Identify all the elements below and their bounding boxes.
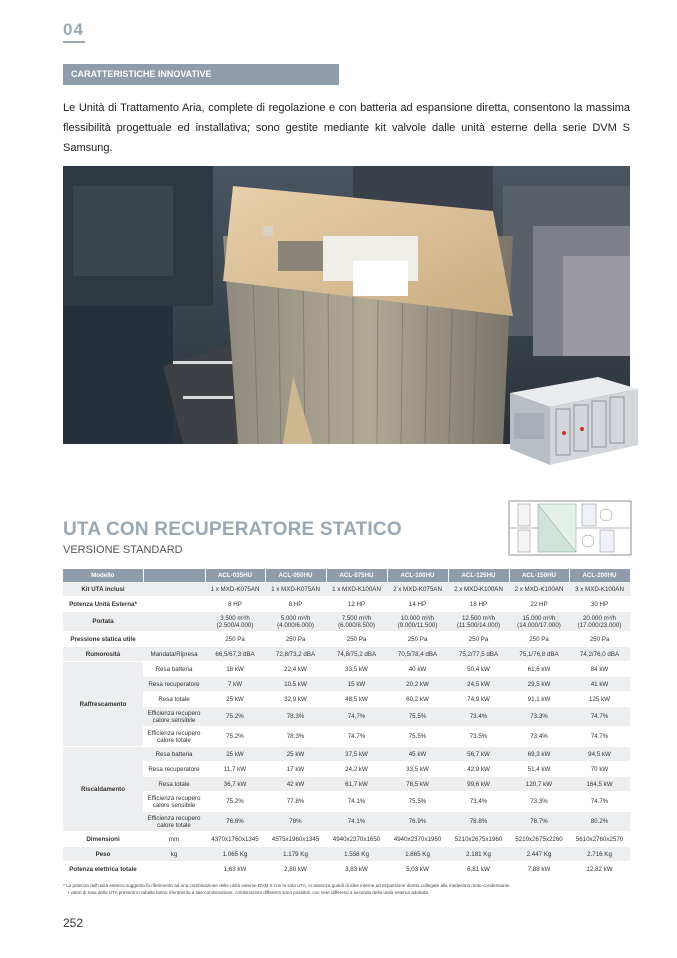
- header-model: ACL-075HU: [326, 569, 387, 582]
- cell: 1 x MXD-K100AN: [326, 582, 387, 597]
- intro-paragraph: Le Unità di Trattamento Aria, complete di regolazione e con batteria ad espansione diretta, consentono la massima flessibilità progettuale ed installativa; sono gestite mediante kit valvole dalle unità esterne della serie DVM S Samsung.: [63, 102, 630, 154]
- row-riscaldamento-eff-totale: [63, 812, 630, 832]
- row-label: Portata: [63, 612, 143, 632]
- cell: 33,5 kW: [326, 662, 387, 677]
- cell: 1 x MXD-K075AN: [265, 582, 326, 597]
- cell: 25 kW: [265, 747, 326, 762]
- row-label: Potenza elettrica totale: [63, 862, 143, 877]
- cell: 40 kW: [387, 662, 448, 677]
- cell: 2.716 Kg: [569, 847, 630, 862]
- row-sublabel: Resa totale: [143, 777, 205, 792]
- row-unit: kg: [143, 847, 205, 862]
- cell: 61,7 kW: [326, 777, 387, 792]
- cell: 73.3%: [509, 707, 569, 727]
- cell: 14 HP: [387, 597, 448, 612]
- cell: 2 x MXD-K075AN: [387, 582, 448, 597]
- cell: 22 HP: [509, 597, 569, 612]
- row-riscaldamento-resa-batteria: [63, 747, 630, 762]
- row-sublabel: Resa recuperatore: [143, 677, 205, 692]
- cell: 8 HP: [265, 597, 326, 612]
- cell: 1,63 kW: [205, 862, 265, 877]
- cell: 77.8%: [265, 792, 326, 812]
- row-sublabel: Resa totale: [143, 692, 205, 707]
- row-sublabel: Efficienza recupero calore sensibile: [143, 707, 205, 727]
- cell: 75.5%: [387, 727, 448, 747]
- cell: 99,6 kW: [448, 777, 509, 792]
- cell: 78,5 kW: [387, 777, 448, 792]
- specification-table: [63, 569, 631, 877]
- cell: 74.7%: [326, 707, 387, 727]
- footnote-line: * La potenza dell'unità esterna suggerita fa riferimento ad una combinazione delle unità esterne DVM S con la sola UTA, in assenza quindi di altre interne ad espansione diretta collegate alla medesima moto-condensante.: [63, 883, 511, 888]
- cell: 1.179 Kg: [265, 847, 326, 862]
- group-label: Riscaldamento: [63, 747, 143, 832]
- row-riscaldamento-resa-recuperatore: [63, 762, 630, 777]
- header-model: ACL-150HU: [509, 569, 569, 582]
- row-rumorosita: [63, 647, 630, 662]
- cell: 15 kW: [326, 677, 387, 692]
- row-label: Pressione statica utile: [63, 632, 143, 647]
- row-raffrescamento-resa-totale: [63, 692, 630, 707]
- cell: 75.5%: [387, 792, 448, 812]
- cell: 66,5/67,3 dBA: [205, 647, 265, 662]
- cell: 164,5 kW: [569, 777, 630, 792]
- cell: 37,5 kW: [326, 747, 387, 762]
- cell: 4370x1760x1345: [205, 832, 265, 847]
- cell: 84 kW: [569, 662, 630, 677]
- row-potenza-elettrica: [63, 862, 630, 877]
- cell: 45 kW: [387, 747, 448, 762]
- cell: 75.5%: [387, 707, 448, 727]
- page-title: UTA CON RECUPERATORE STATICO: [63, 519, 402, 540]
- cell: 5,03 kW: [387, 862, 448, 877]
- footnote: [63, 882, 630, 896]
- cell: 74.7%: [569, 707, 630, 727]
- cell: 75,1/76,8 dBA: [509, 647, 569, 662]
- cell: 56,7 kW: [448, 747, 509, 762]
- cell: 70,5/78,4 dBA: [387, 647, 448, 662]
- cell: 74.7%: [569, 792, 630, 812]
- cell: 70 kW: [569, 762, 630, 777]
- cell: 4940x2370x1960: [387, 832, 448, 847]
- header-model: ACL-125HU: [448, 569, 509, 582]
- cell: 75,2/77,5 dBA: [448, 647, 509, 662]
- header-model: ACL-050HU: [265, 569, 326, 582]
- cell: 3.500 m³/h (2.500/4.000): [205, 612, 265, 632]
- header-model-label: Modello: [63, 569, 143, 582]
- cell: 51,4 kW: [509, 762, 569, 777]
- cell: 7.500 m³/h (6.000/8.500): [326, 612, 387, 632]
- cell: 60,2 kW: [387, 692, 448, 707]
- cell: 74,9 kW: [448, 692, 509, 707]
- cell: 1.865 Kg: [387, 847, 448, 862]
- cell: 22,4 kW: [265, 662, 326, 677]
- cell: 48,5 kW: [326, 692, 387, 707]
- cell: 17 kW: [265, 762, 326, 777]
- cell: 50,4 kW: [448, 662, 509, 677]
- cell: 1.558 Kg: [326, 847, 387, 862]
- cell: 15.000 m³/h (14.000/17.000): [509, 612, 569, 632]
- cell: 12.500 m³/h (11.500/14.000): [448, 612, 509, 632]
- cell: 4940x2370x1650: [326, 832, 387, 847]
- cell: 73.4%: [509, 727, 569, 747]
- row-sublabel: Resa recuperatore: [143, 762, 205, 777]
- page-subtitle: VERSIONE STANDARD: [63, 544, 183, 556]
- cell: 5610x2760x2570: [569, 832, 630, 847]
- cell: 4575x1960x1345: [265, 832, 326, 847]
- row-sublabel: Resa batteria: [143, 662, 205, 677]
- cell: 29,5 kW: [509, 677, 569, 692]
- header-model: ACL-100HU: [387, 569, 448, 582]
- row-sublabel: Efficienza recupero calore totale: [143, 812, 205, 832]
- cell: 1 x MXD-K075AN: [205, 582, 265, 597]
- cell: 78.8%: [448, 812, 509, 832]
- cell: 125 kW: [569, 692, 630, 707]
- cell: 7 kW: [205, 677, 265, 692]
- cell: 73.4%: [448, 792, 509, 812]
- cell: 74.7%: [326, 727, 387, 747]
- cell: 5210x2675x2260: [509, 832, 569, 847]
- cell: 120,7 kW: [509, 777, 569, 792]
- row-portata: [63, 612, 630, 632]
- cell: 76.6%: [205, 812, 265, 832]
- row-label: Rumorosità: [63, 647, 143, 662]
- row-unit: mm: [143, 832, 205, 847]
- row-kit: [63, 582, 630, 597]
- section-divider: [63, 41, 85, 43]
- row-label: Dimensioni: [63, 832, 143, 847]
- cell: 75.2%: [205, 707, 265, 727]
- row-label: Potenza Unità Esterna*: [63, 597, 143, 612]
- cell: 75.2%: [205, 727, 265, 747]
- cell: 74,8/75,2 dBA: [326, 647, 387, 662]
- group-label: Raffrescamento: [63, 662, 143, 747]
- header-model: ACL-035HU: [205, 569, 265, 582]
- cell: 2 x MXD-K100AN: [448, 582, 509, 597]
- row-sublabel: Mandata/Ripresa: [143, 647, 205, 662]
- cell: 8 HP: [205, 597, 265, 612]
- row-dimensioni: [63, 832, 630, 847]
- footnote-line: I valori di resa delle UTA presenti in tabella fanno riferimento a tale combinazione, combinazioni differenti sono possibili, con rese differenti a seconda della unità esterna adottata.: [68, 890, 430, 895]
- table-header-row: [63, 569, 630, 582]
- cell: 20.000 m³/h (17.000/23.000): [569, 612, 630, 632]
- cell: 5210x2675x1960: [448, 832, 509, 847]
- cell: 24,5 kW: [448, 677, 509, 692]
- cell: 42 kW: [265, 777, 326, 792]
- row-label: Kit UTA inclusi: [63, 582, 143, 597]
- cell: 3 x MXD-K100AN: [569, 582, 630, 597]
- row-potenza-esterna: [63, 597, 630, 612]
- row-peso: [63, 847, 630, 862]
- cell: 5.000 m³/h (4.000/6.000): [265, 612, 326, 632]
- cell: 250 Pa: [326, 632, 387, 647]
- cell: 10,5 kW: [265, 677, 326, 692]
- cell: 94,5 kW: [569, 747, 630, 762]
- cell: 74.1%: [326, 792, 387, 812]
- cell: 76.9%: [387, 812, 448, 832]
- cell: 24,2 kW: [326, 762, 387, 777]
- row-sublabel: Efficienza recupero calore totale: [143, 727, 205, 747]
- section-banner: CARATTERISTICHE INNOVATIVE: [63, 64, 339, 85]
- cell: 73.3%: [509, 792, 569, 812]
- row-sublabel: Efficienza recupero calore sensibile: [143, 792, 205, 812]
- cell: 73.4%: [448, 707, 509, 727]
- cell: 18 HP: [448, 597, 509, 612]
- cell: 72,8/73,2 dBA: [265, 647, 326, 662]
- cell: 11,7 kW: [205, 762, 265, 777]
- cell: 250 Pa: [265, 632, 326, 647]
- cell: 25 kW: [205, 747, 265, 762]
- cell: 20,2 kW: [387, 677, 448, 692]
- cell: 250 Pa: [448, 632, 509, 647]
- cell: 1.065 Kg: [205, 847, 265, 862]
- cell: 78.3%: [265, 707, 326, 727]
- cell: 75.2%: [205, 792, 265, 812]
- cell: 18 kW: [205, 662, 265, 677]
- cell: 74.7%: [569, 727, 630, 747]
- row-raffrescamento-eff-totale: [63, 727, 630, 747]
- cell: 61,6 kW: [509, 662, 569, 677]
- cell: 3,83 kW: [326, 862, 387, 877]
- cell: 78.7%: [509, 812, 569, 832]
- cell: 2.447 Kg: [509, 847, 569, 862]
- cell: 42,9 kW: [448, 762, 509, 777]
- cell: 25 kW: [205, 692, 265, 707]
- row-raffrescamento-eff-sensibile: [63, 707, 630, 727]
- cell: 10.000 m³/h (9.000/11.500): [387, 612, 448, 632]
- cell: 78.3%: [265, 727, 326, 747]
- cell: 36,7 kW: [205, 777, 265, 792]
- cell: 80.2%: [569, 812, 630, 832]
- row-label: Peso: [63, 847, 143, 862]
- cell: 2,80 kW: [265, 862, 326, 877]
- cell: 78%: [265, 812, 326, 832]
- cell: 74.1%: [326, 812, 387, 832]
- row-riscaldamento-eff-sensibile: [63, 792, 630, 812]
- cell: 2 x MXD-K100AN: [509, 582, 569, 597]
- row-pressione: [63, 632, 630, 647]
- cell: 91,1 kW: [509, 692, 569, 707]
- cell: 73.5%: [448, 727, 509, 747]
- row-sublabel: Resa batteria: [143, 747, 205, 762]
- cell: 250 Pa: [569, 632, 630, 647]
- cell: 32,9 kW: [265, 692, 326, 707]
- cell: 41 kW: [569, 677, 630, 692]
- cell: 12 HP: [326, 597, 387, 612]
- cell: 6,81 kW: [448, 862, 509, 877]
- cell: 12,82 kW: [569, 862, 630, 877]
- row-raffrescamento-resa-batteria: [63, 662, 630, 677]
- air-handling-unit-image: [506, 373, 640, 471]
- cell: 74,2/76,0 dBA: [569, 647, 630, 662]
- page-number: 252: [63, 916, 84, 930]
- cell: 7,88 kW: [509, 862, 569, 877]
- cell: 250 Pa: [387, 632, 448, 647]
- row-riscaldamento-resa-totale: [63, 777, 630, 792]
- cell: 2.181 Kg: [448, 847, 509, 862]
- cell: 30 HP: [569, 597, 630, 612]
- cell: 69,3 kW: [509, 747, 569, 762]
- cell: 33,5 kW: [387, 762, 448, 777]
- section-number: 04: [63, 20, 84, 39]
- cell: 250 Pa: [509, 632, 569, 647]
- row-raffrescamento-resa-recuperatore: [63, 677, 630, 692]
- unit-schematic-drawing: [508, 500, 632, 556]
- cell: 250 Pa: [205, 632, 265, 647]
- header-model: ACL-200HU: [569, 569, 630, 582]
